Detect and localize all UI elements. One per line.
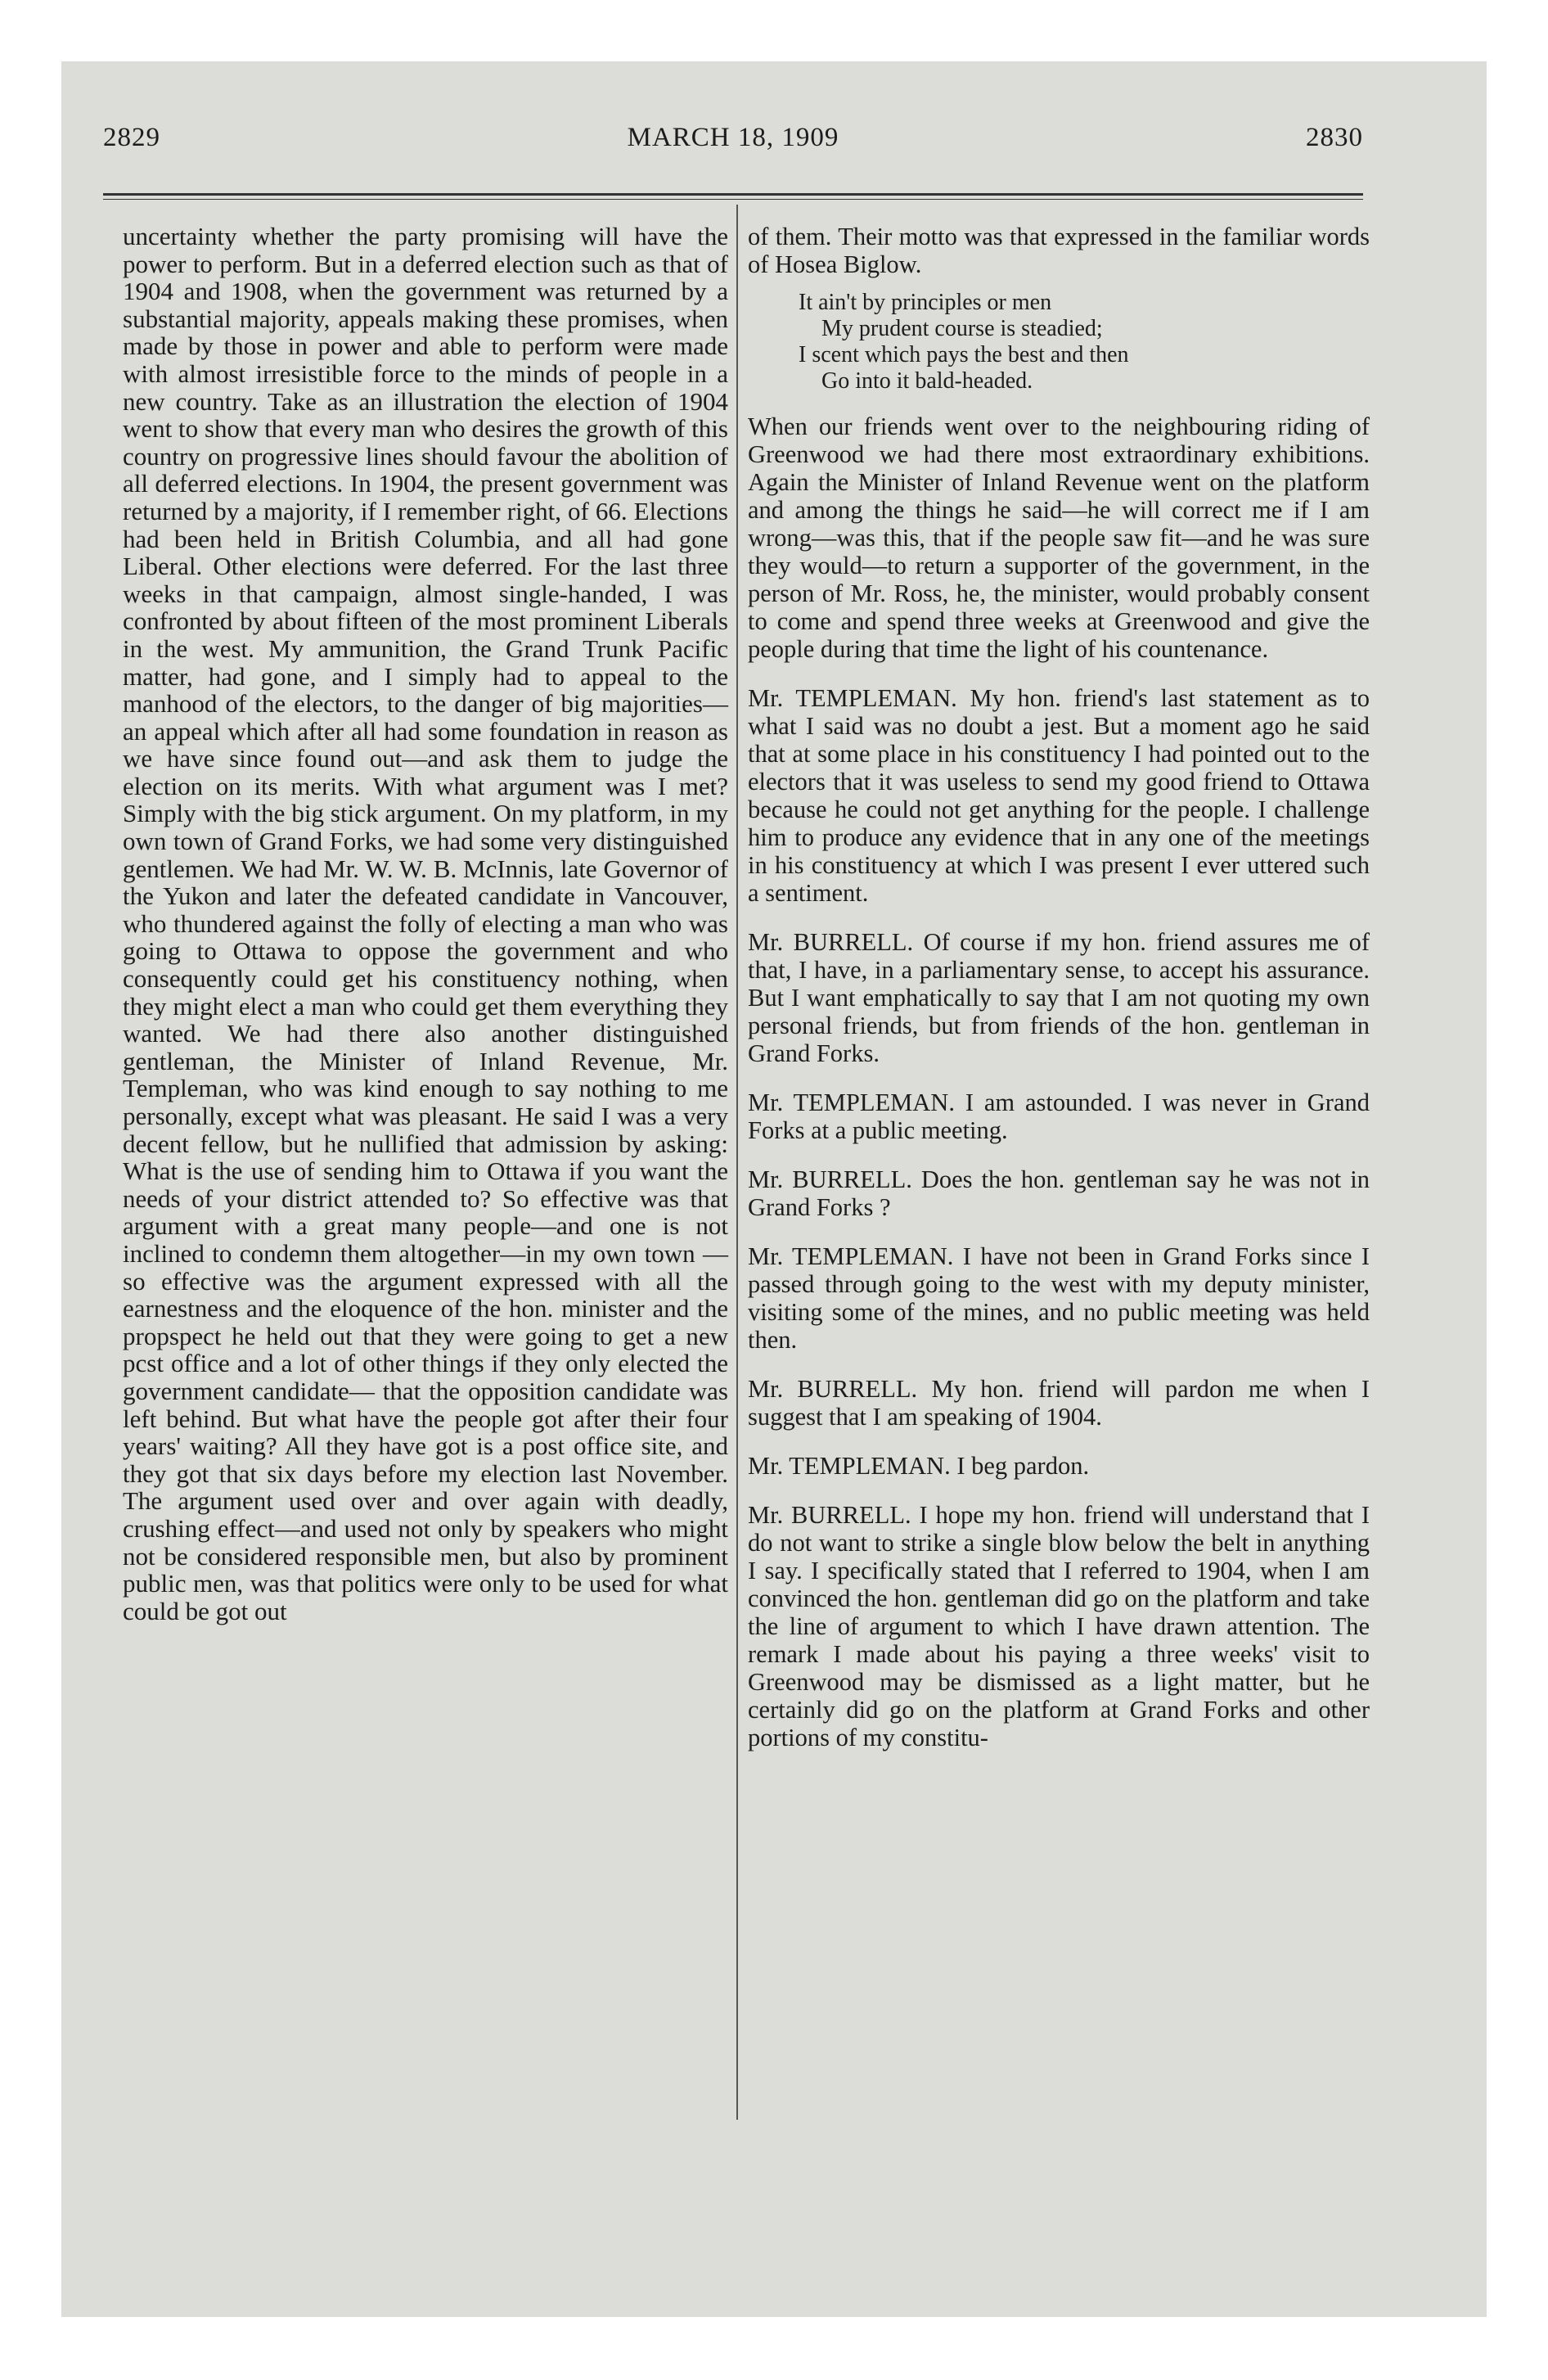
paragraph-templeman-3: Mr. TEMPLEMAN. I have not been in Grand Forks since I passed through going to the west with my deputy minister, visiting some of the mines, and no public meeting was held then. bbox=[748, 1242, 1370, 1354]
paragraph-burrell-1: Mr. BURRELL. Of course if my hon. friend assures me of that, I have, in a parliamentary sense, to accept his assurance. But I want emphatically to say that I am not quoting my own personal friends, but from friends of the hon. gentleman in Grand Forks. bbox=[748, 928, 1370, 1067]
column-divider bbox=[736, 205, 738, 2120]
page-date: MARCH 18, 1909 bbox=[627, 123, 839, 152]
paragraph-templeman-4: Mr. TEMPLEMAN. I beg pardon. bbox=[748, 1452, 1090, 1480]
paragraph-burrell-4: Mr. BURRELL. I hope my hon. friend will understand that I do not want to strike a single blow below the belt in anything I say. I specifically stated that I referred to 1904, when I am convinced the hon. gentleman did go on the platform and take the line of argument to which I have drawn attention. The remark I made about his paying a three weeks' visit to Greenwood may be dismissed as a light matter, but he certainly did go on the platform at Grand Forks and other portions of my constitu- bbox=[748, 1501, 1370, 1751]
page-number-right: 2830 bbox=[1306, 123, 1363, 152]
left-column bbox=[123, 223, 728, 1625]
right-intro-paragraph: of them. Their motto was that expressed in the familiar words of Hosea Biglow. bbox=[748, 223, 1370, 278]
header-rule-thin bbox=[103, 199, 1363, 200]
left-column-text: uncertainty whether the party promising will have the power to perform. But in a deferred election such as that of 1904 and 1908, when the government was returned by a substantial majority, appeals making these promises, when made by those in power and able to perform were made with almost irresistible force to the minds of people in a new country. Take as an illustration the election of 1904 went to show that every man who desires the growth of this country on progressive lines should favour the abolition of all deferred elections. In 1904, the present government was returned by a majority, if I remember right, of 66. Elections had been held in British Columbia, and all had gone Liberal. Other elections were deferred. For the last three weeks in that campaign, almost single-handed, I was confronted by about fifteen of the most prominent Liberals in the west. My ammunition, the Grand Trunk Pacific matter, had gone, and I simply had to appeal to the manhood of the electors, to the danger of big majorities—an appeal which after all had some foundation in reason as we have since found out—and ask them to judge the election on its merits. With what argument was I met? Simply with the big stick argument. On my platform, in my own town of Grand Forks, we had some very distinguished gentlemen. We had Mr. W. W. B. McInnis, late Governor of the Yukon and later the defeated candidate in Vancouver, who thundered against the folly of electing a man who was going to Ottawa to oppose the government and who consequently could get his constituency nothing, when they might elect a man who could get them everything they wanted. We had there also another distinguished gentleman, the Minister of Inland Revenue, Mr. Templeman, who was kind enough to say nothing to me personally, except what was pleasant. He said I was a very decent fellow, but he nullified that admission by asking: What is the use of sending him to Ottawa if you want the needs of your district attended to? So effective was that argument with a great many people—and one is not inclined to condemn them altogether—in my own town —so effective was the argument expressed with all the earnestness and the eloquence of the hon. minister and the propspect he held out that they were going to get a new pcst office and a lot of other things if they only elected the government candidate— that the opposition candidate was left behind. But what have the people got after their four years' waiting? All they have got is a post office site, and they got that six days before my election last November. The argument used over and over again with deadly, crushing effect—and used not only by speakers who might not be considered responsible men, but also by prominent public men, was that politics were only to be used for what could be got out bbox=[123, 222, 728, 1625]
poem-quote bbox=[799, 290, 1370, 394]
poem-line: Go into it bald-headed. bbox=[821, 368, 1033, 394]
poem-line: My prudent course is steadied; bbox=[821, 316, 1103, 341]
header-rule-thick bbox=[103, 193, 1363, 196]
poem-line: I scent which pays the best and then bbox=[799, 342, 1129, 367]
paragraph-burrell-3: Mr. BURRELL. My hon. friend will pardon me when I suggest that I am speaking of 1904. bbox=[748, 1375, 1370, 1431]
paragraph-templeman-2: Mr. TEMPLEMAN. I am astounded. I was never in Grand Forks at a public meeting. bbox=[748, 1089, 1370, 1144]
right-column bbox=[748, 223, 1370, 1773]
page-number-left: 2829 bbox=[103, 123, 160, 152]
paragraph-burrell-2: Mr. BURRELL. Does the hon. gentleman say he was not in Grand Forks ? bbox=[748, 1165, 1370, 1221]
paragraph-greenwood: When our friends went over to the neighbouring riding of Greenwood we had there most extraordinary exhibitions. Again the Minister of Inland Revenue went on the platform and among the things he said—he will correct me if I am wrong—was this, that if the people saw fit—and he was sure they would—to return a supporter of the government, in the person of Mr. Ross, he, the minister, would probably consent to come and spend three weeks at Greenwood and give the people during that time the light of his countenance. bbox=[748, 412, 1370, 663]
page-header bbox=[103, 123, 1363, 172]
paragraph-templeman-1: Mr. TEMPLEMAN. My hon. friend's last statement as to what I said was no doubt a jest. But a moment ago he said that at some place in his constituency I had pointed out to the electors that it was useless to send my good friend to Ottawa because he could not get anything for the people. I challenge him to produce any evidence that in any one of the meetings in his constituency at which I was present I ever uttered such a sentiment. bbox=[748, 684, 1370, 907]
poem-line: It ain't by principles or men bbox=[799, 290, 1052, 315]
